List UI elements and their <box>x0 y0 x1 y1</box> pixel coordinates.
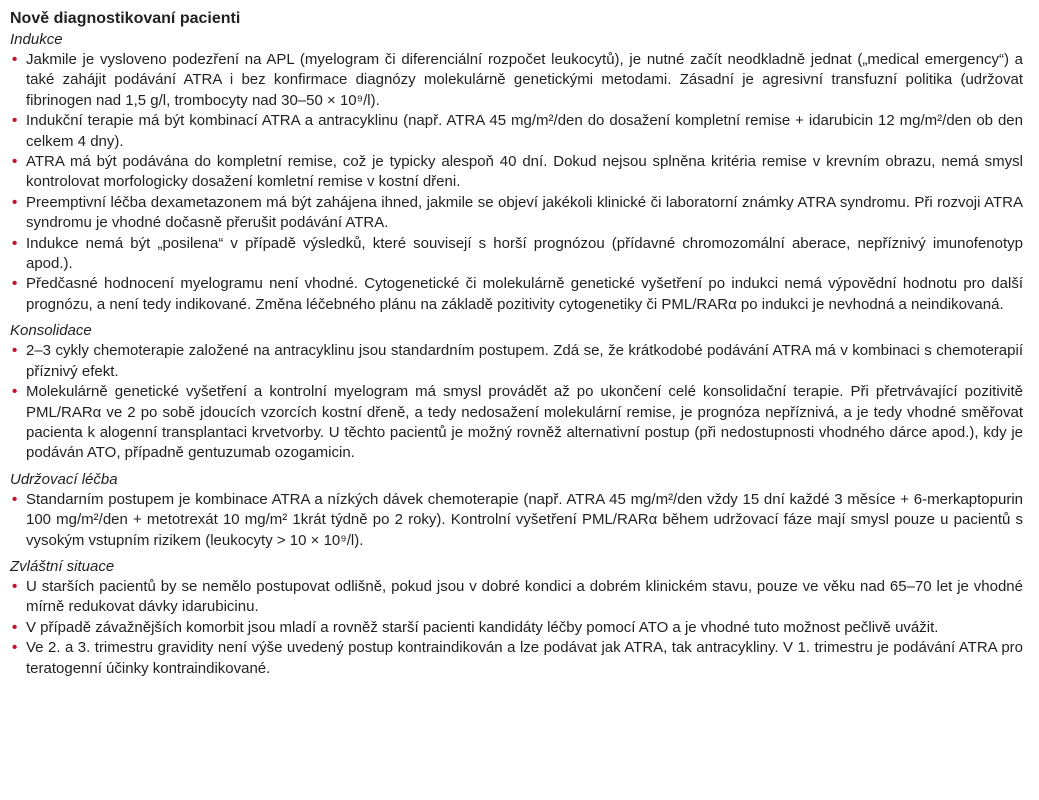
section-konsolidace <box>10 321 1023 463</box>
list-item: • Indukční terapie má být kombinací ATRA a antracyklinu (např. ATRA 45 mg/m²/den do dosažení kompletní remise + idarubicin 12 mg/m²/den ob den celkem 4 dny). <box>10 111 1023 152</box>
section-udrzovaci-lecba <box>10 470 1023 551</box>
section-heading: Udržovací léčba <box>10 470 118 488</box>
section-heading: Konsolidace <box>10 322 92 340</box>
list-item: • Molekulárně genetické vyšetření a kontrolní myelogram má smysl provádět až po ukončení celé konsolidační terapie. Při přetrvávající pozitivitě PML/RARα ve 2 po sobě jdoucích vzorcích kostní dřeně, a tedy nedosažení molekulární remise, je prognóza nepříznivá, a je tedy vhodné směřovat pacienta k alogenní transplantaci krvetvorby. U těchto pacientů je možný rovněž alternativní postup (při nedostupnosti vhodného dárce apod.), kdy je podáván ATO, případně gentuzumab ozogamicin. <box>10 382 1023 464</box>
list-item: • ATRA má být podávána do kompletní remise, což je typicky alespoň 40 dní. Dokud nejsou splněna kritéria remise v krevním obrazu, nemá smysl kontrolovat morfologicky dosažení komletní remise v kostní dřeni. <box>10 152 1023 193</box>
bullet-list <box>10 577 1023 679</box>
section-zvlastni-situace <box>10 557 1023 679</box>
list-item: • U starších pacientů by se nemělo postupovat odlišně, pokud jsou v dobré kondici a dobrém klinickém stavu, pouze ve věku nad 65–70 let je vhodné mírně redukovat dávky idarubicinu. <box>10 577 1023 618</box>
section-heading: Indukce <box>10 31 63 48</box>
list-item: • Standarním postupem je kombinace ATRA a nízkých dávek chemoterapie (např. ATRA 45 mg/m²/den vždy 15 dní každé 3 měsíce + 6-merkaptopurin 100 mg/m²/den + metotrexát 10 mg/m² 1krát týdně po 2 roky). Kontrolní vyšetření PML/RARα během udržovací fáze mají smysl pouze u pacientů s vysokým vstupním rizikem (leukocyty > 10 × 10⁹/l). <box>10 490 1023 551</box>
bullet-list <box>10 341 1023 463</box>
list-item: • 2–3 cykly chemoterapie založené na antracyklinu jsou standardním postupem. Zdá se, že krátkodobé podávání ATRA má v kombinaci s chemoterapií příznivý efekt. <box>10 341 1023 382</box>
list-item: • Indukce nemá být „posilena“ v případě výsledků, které souvisejí s horší prognózou (přídavné chromozomální aberace, nepříznivý imunofenotyp apod.). <box>10 234 1023 275</box>
list-item: • Preemptivní léčba dexametazonem má být zahájena ihned, jakmile se objeví jakékoli klinické či laboratorní známky ATRA syndromu. Při rozvoji ATRA syndromu je vhodné dočasně přerušit podávání ATRA. <box>10 193 1023 234</box>
list-item: • Jakmile je vysloveno podezření na APL (myelogram či diferenciální rozpočet leukocytů), je nutné začít neodkladně jednat („medical emergency“) a také zahájit podávání ATRA i bez konfirmace diagnózy molekulárně genetickými metodami. Zásadní je agresivní transfuzní politika (udržovat fibrinogen nad 1,5 g/l, trombocyty nad 30–50 × 10⁹/l). <box>10 50 1023 111</box>
list-item: • V případě závažnějších komorbit jsou mladí a rovněž starší pacienti kandidáty léčby pomocí ATO a je vhodné tuto možnost pečlivě uvážit. <box>10 618 1023 638</box>
section-heading: Zvláštní situace <box>10 557 115 575</box>
document-title: Nově diagnostikovaní pacienti <box>10 10 241 27</box>
section-indukce <box>10 30 1023 315</box>
bullet-list <box>10 490 1023 551</box>
bullet-list <box>10 50 1023 315</box>
list-item: • Ve 2. a 3. trimestru gravidity není výše uvedený postup kontraindikován a lze podávat jak ATRA, tak antracykliny. V 1. trimestru je podávání ATRA pro teratogenní účinky kontraindikované. <box>10 638 1023 679</box>
list-item: • Předčasné hodnocení myelogramu není vhodné. Cytogenetické či molekulárně genetické vyšetření po indukci nemá výpovědní hodnotu pro další prognózu, a není tedy indikované. Změna léčebného plánu na základě pozitivity cytogenetiky či PML/RARα po indukci je nevhodná a neindikovaná. <box>10 274 1023 315</box>
